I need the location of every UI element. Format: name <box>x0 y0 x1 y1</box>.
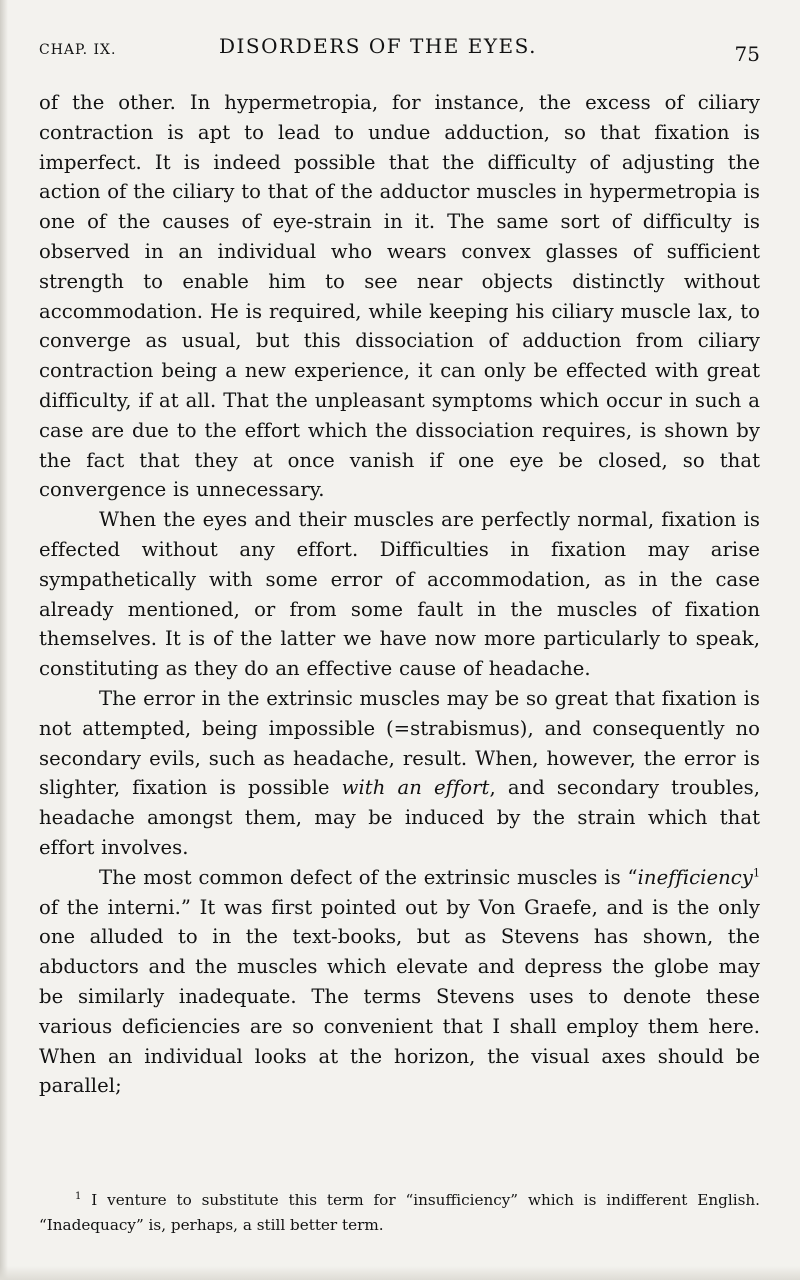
footnote-area <box>39 1188 760 1238</box>
page-number: 75 <box>734 42 760 66</box>
page-edge-shadow <box>0 0 8 1280</box>
page-bottom-shade <box>0 1266 800 1280</box>
paragraph-fixation: When the eyes and their muscles are perfectly normal, fixation is effected without any effort. Difficulties in fixation may arise sympathetically with some error of accommodation, as in the case already mentioned, or from some fault in the muscles of fixation themselves. It is of the latter we have now more particularly to speak, constituting as they do an effective cause of headache. <box>39 508 760 681</box>
paragraph-text: , and secondary troubles, headache amongst them, may be induced by the strain which that effort involves. <box>39 776 760 859</box>
italic-phrase: with an effort <box>341 776 490 800</box>
chapter-label: CHAP. IX. <box>39 42 117 58</box>
paragraph-text: The most common defect of the extrinsic muscles is “ <box>99 865 638 889</box>
paragraph-extrinsic-error <box>39 684 760 863</box>
paragraph-inefficiency <box>39 863 760 1101</box>
footnote <box>39 1188 760 1238</box>
paragraph-text: of the interni.” It was first pointed out by Von Graefe, and is the only one alluded to in the text-books, but as Stevens has shown, the abductors and the muscles which elevate and depress the globe may be similarly inadequate. The terms Stevens uses to denote these various deficiencies are so convenient that I shall employ them here. When an individual looks at the horizon, the visual axes should be parallel; <box>39 895 760 1098</box>
footnote-reference[interactable]: 1 <box>752 866 760 880</box>
footnote-marker: 1 <box>75 1190 82 1202</box>
paragraph-continued: of the other. In hypermetropia, for instance, the excess of ciliary contraction is apt to lead to undue adduction, so that fixation is imperfect. It is indeed possible that the difficulty of adjusting the action of the ciliary to that of the adductor muscles in hypermetropia is one of the causes of eye-strain in it. The same sort of difficulty is observed in an individual who wears convex glasses of sufficient strength to enable him to see near objects distinctly without accommodation. He is required, while keeping his ciliary muscle lax, to converge as usual, but this dissociation of adduction from ciliary contraction being a new experience, it can only be effected with great difficulty, if at all. That the unpleasant symptoms which occur in such a case are due to the effort which the dissociation requires, is shown by the fact that they at once vanish if one eye be closed, so that convergence is unnecessary. <box>39 91 760 502</box>
running-title: DISORDERS OF THE EYES. <box>219 34 537 58</box>
running-head <box>39 30 760 64</box>
footnote-text: I venture to substitute this term for “insufficiency” which is indifferent English. “Inadequacy” is, perhaps, a still better term. <box>39 1191 760 1234</box>
italic-term: inefficiency <box>637 865 753 889</box>
body-text <box>39 88 760 1101</box>
paragraph-text: The error in the extrinsic muscles may be so great that fixation is not attempted, being impossible (=strabismus), and consequently no secondary evils, such as headache, result. When, however, the error is slighter, fixation is possible <box>39 686 760 800</box>
